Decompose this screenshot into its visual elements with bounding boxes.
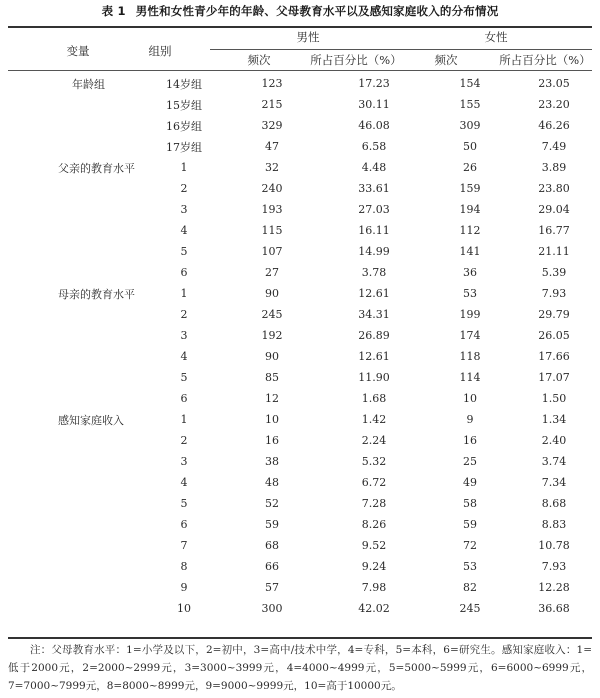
header-male-frequency: 频次 — [247, 53, 271, 67]
cell-female-frequency: 50 — [463, 140, 477, 153]
cell-female-percent: 10.78 — [538, 539, 570, 552]
cell-variable — [8, 199, 148, 220]
table-row — [8, 367, 592, 388]
cell-female-percent: 17.66 — [538, 350, 570, 363]
cell-variable — [8, 241, 148, 262]
cell-female-percent: 7.93 — [541, 560, 567, 573]
cell-group: 2 — [180, 182, 188, 195]
cell-female-frequency: 199 — [459, 308, 481, 321]
table-row — [8, 94, 592, 115]
cell-male-frequency: 48 — [265, 476, 279, 489]
cell-male-percent: 12.61 — [358, 287, 390, 300]
cell-group: 1 — [180, 413, 188, 426]
cell-male-frequency: 193 — [261, 203, 283, 216]
table-row — [8, 493, 592, 514]
cell-male-frequency: 57 — [265, 581, 279, 594]
cell-male-percent: 16.11 — [358, 224, 390, 237]
table-row — [8, 598, 592, 619]
cell-group: 4 — [180, 224, 188, 237]
cell-female-percent: 36.68 — [538, 602, 570, 615]
header-variable: 变量 — [66, 44, 90, 58]
cell-male-frequency: 123 — [261, 77, 283, 90]
cell-variable — [8, 115, 148, 136]
cell-female-percent: 3.89 — [541, 161, 567, 174]
cell-male-frequency: 192 — [261, 329, 283, 342]
cell-variable: 感知家庭收入 — [58, 413, 124, 427]
cell-variable — [8, 178, 148, 199]
cell-female-frequency: 118 — [459, 350, 481, 363]
cell-group: 5 — [180, 371, 188, 384]
table-row — [8, 577, 592, 598]
table-row — [8, 241, 592, 262]
table-row — [8, 178, 592, 199]
cell-female-percent: 8.68 — [541, 497, 567, 510]
cell-male-frequency: 10 — [265, 413, 279, 426]
cell-variable — [8, 388, 148, 409]
cell-variable: 父亲的教育水平 — [58, 161, 135, 175]
cell-male-percent: 17.23 — [358, 77, 390, 90]
cell-female-percent: 3.74 — [541, 455, 567, 468]
cell-male-frequency: 240 — [261, 182, 283, 195]
cell-female-percent: 7.49 — [541, 140, 567, 153]
cell-male-frequency: 38 — [265, 455, 279, 468]
cell-variable — [8, 94, 148, 115]
cell-group: 2 — [180, 308, 188, 321]
cell-male-frequency: 300 — [261, 602, 283, 615]
bottom-rule — [8, 637, 592, 639]
cell-female-percent: 29.79 — [538, 308, 570, 321]
cell-female-frequency: 114 — [459, 371, 481, 384]
table-number: 表 1 — [101, 4, 126, 18]
header-female-frequency: 频次 — [434, 53, 458, 67]
cell-group: 6 — [180, 266, 188, 279]
cell-female-frequency: 53 — [463, 560, 477, 573]
cell-female-percent: 2.40 — [541, 434, 567, 447]
cell-group: 3 — [180, 455, 188, 468]
cell-male-percent: 6.72 — [361, 476, 387, 489]
cell-variable — [8, 535, 148, 556]
cell-male-frequency: 68 — [265, 539, 279, 552]
cell-variable — [8, 451, 148, 472]
cell-female-frequency: 174 — [459, 329, 481, 342]
cell-male-frequency: 66 — [265, 560, 279, 573]
cell-male-frequency: 215 — [261, 98, 283, 111]
cell-male-percent: 27.03 — [358, 203, 390, 216]
cell-male-percent: 34.31 — [358, 308, 390, 321]
table-row — [8, 199, 592, 220]
cell-female-percent: 16.77 — [538, 224, 570, 237]
cell-female-frequency: 9 — [466, 413, 474, 426]
cell-female-frequency: 49 — [463, 476, 477, 489]
header-bottom-rule — [8, 70, 592, 71]
table-caption — [0, 3, 600, 19]
cell-variable — [8, 367, 148, 388]
cell-variable — [8, 556, 148, 577]
cell-female-frequency: 26 — [463, 161, 477, 174]
cell-female-percent: 17.07 — [538, 371, 570, 384]
cell-female-percent: 21.11 — [538, 245, 570, 258]
cell-male-percent: 14.99 — [358, 245, 390, 258]
cell-female-frequency: 141 — [459, 245, 481, 258]
table-row — [8, 115, 592, 136]
cell-female-frequency: 72 — [463, 539, 477, 552]
table-title: 男性和女性青少年的年龄、父母教育水平以及感知家庭收入的分布情况 — [135, 4, 499, 18]
cell-group: 4 — [180, 476, 188, 489]
cell-female-frequency: 16 — [463, 434, 477, 447]
cell-female-percent: 26.05 — [538, 329, 570, 342]
table-row — [8, 472, 592, 493]
cell-variable — [8, 598, 148, 619]
cell-male-frequency: 16 — [265, 434, 279, 447]
header-group-rule — [210, 49, 592, 50]
cell-group: 9 — [180, 581, 188, 594]
cell-variable — [8, 472, 148, 493]
cell-male-percent: 4.48 — [361, 161, 387, 174]
cell-variable — [8, 430, 148, 451]
cell-male-percent: 2.24 — [361, 434, 387, 447]
cell-female-percent: 5.39 — [541, 266, 567, 279]
cell-female-frequency: 59 — [463, 518, 477, 531]
cell-group: 3 — [180, 203, 188, 216]
table-row — [8, 220, 592, 241]
cell-female-frequency: 155 — [459, 98, 481, 111]
header-female: 女性 — [484, 30, 508, 44]
table-row — [8, 325, 592, 346]
cell-female-frequency: 245 — [459, 602, 481, 615]
cell-male-percent: 7.98 — [361, 581, 387, 594]
cell-group: 6 — [180, 392, 188, 405]
cell-male-percent: 3.78 — [361, 266, 387, 279]
header-group: 组别 — [148, 44, 172, 58]
cell-female-percent: 29.04 — [538, 203, 570, 216]
cell-male-frequency: 47 — [265, 140, 279, 153]
table-note: 注：父母教育水平：1=小学及以下，2=初中，3=高中/技术中学，4=专科，5=本科，6=研究生。感知家庭收入：1=低于2000元，2=2000~2999元，3=3000~3999元，4=4000~4999元，5=5000~5999元，6=6000~6999元，7=7000~7999元，8=8000~8999元，9=9000~9999元，10=高于10000元。 — [8, 644, 592, 692]
cell-male-percent: 6.58 — [361, 140, 387, 153]
cell-male-frequency: 27 — [265, 266, 279, 279]
cell-male-frequency: 32 — [265, 161, 279, 174]
table-row — [8, 346, 592, 367]
cell-variable — [8, 493, 148, 514]
cell-variable — [8, 514, 148, 535]
cell-group: 5 — [180, 245, 188, 258]
table-row — [8, 262, 592, 283]
cell-group: 10 — [177, 602, 191, 615]
cell-female-percent: 7.93 — [541, 287, 567, 300]
table-row — [8, 136, 592, 157]
cell-female-frequency: 309 — [459, 119, 481, 132]
cell-female-frequency: 159 — [459, 182, 481, 195]
cell-female-percent: 46.26 — [538, 119, 570, 132]
cell-male-frequency: 107 — [261, 245, 283, 258]
cell-female-percent: 1.34 — [541, 413, 567, 426]
cell-male-percent: 46.08 — [358, 119, 390, 132]
cell-male-frequency: 52 — [265, 497, 279, 510]
cell-male-percent: 1.42 — [361, 413, 387, 426]
cell-male-percent: 33.61 — [358, 182, 390, 195]
cell-female-frequency: 194 — [459, 203, 481, 216]
table-row — [8, 157, 592, 178]
cell-group: 7 — [180, 539, 188, 552]
cell-female-percent: 23.20 — [538, 98, 570, 111]
table-row — [8, 514, 592, 535]
cell-variable — [8, 262, 148, 283]
cell-female-frequency: 36 — [463, 266, 477, 279]
cell-variable — [8, 304, 148, 325]
cell-female-percent: 8.83 — [541, 518, 567, 531]
cell-male-percent: 5.32 — [361, 455, 387, 468]
cell-male-frequency: 329 — [261, 119, 283, 132]
cell-male-frequency: 85 — [265, 371, 279, 384]
cell-female-percent: 23.05 — [538, 77, 570, 90]
table-row — [8, 535, 592, 556]
cell-female-frequency: 82 — [463, 581, 477, 594]
table-row — [8, 283, 592, 304]
cell-group: 4 — [180, 350, 188, 363]
cell-group: 14岁组 — [166, 77, 202, 91]
cell-male-frequency: 245 — [261, 308, 283, 321]
distribution-table — [8, 73, 592, 619]
cell-male-percent: 1.68 — [361, 392, 387, 405]
header-male-percent: 所占百分比（%） — [310, 53, 402, 67]
cell-group: 2 — [180, 434, 188, 447]
cell-group: 15岁组 — [166, 98, 202, 112]
cell-female-percent: 23.80 — [538, 182, 570, 195]
cell-group: 17岁组 — [166, 140, 202, 154]
cell-female-percent: 7.34 — [541, 476, 567, 489]
cell-female-frequency: 112 — [459, 224, 481, 237]
cell-group: 8 — [180, 560, 188, 573]
cell-male-percent: 42.02 — [358, 602, 390, 615]
top-rule — [8, 26, 592, 28]
cell-male-percent: 26.89 — [358, 329, 390, 342]
cell-male-frequency: 12 — [265, 392, 279, 405]
cell-group: 16岁组 — [166, 119, 202, 133]
cell-variable — [8, 220, 148, 241]
cell-male-percent: 9.52 — [361, 539, 387, 552]
table-row — [8, 304, 592, 325]
cell-group: 1 — [180, 161, 188, 174]
cell-male-percent: 11.90 — [358, 371, 390, 384]
cell-variable: 年龄组 — [72, 77, 105, 91]
cell-male-frequency: 90 — [265, 350, 279, 363]
table-row — [8, 430, 592, 451]
cell-female-percent: 1.50 — [541, 392, 567, 405]
cell-variable — [8, 136, 148, 157]
table-row — [8, 73, 592, 94]
cell-group: 3 — [180, 329, 188, 342]
cell-male-percent: 8.26 — [361, 518, 387, 531]
cell-variable — [8, 346, 148, 367]
cell-female-frequency: 154 — [459, 77, 481, 90]
table-row — [8, 451, 592, 472]
cell-variable — [8, 325, 148, 346]
cell-male-frequency: 115 — [261, 224, 283, 237]
cell-female-frequency: 53 — [463, 287, 477, 300]
cell-male-percent: 7.28 — [361, 497, 387, 510]
header-male: 男性 — [296, 30, 320, 44]
table-row — [8, 556, 592, 577]
cell-female-frequency: 10 — [463, 392, 477, 405]
cell-group: 6 — [180, 518, 188, 531]
cell-variable — [8, 577, 148, 598]
cell-group: 1 — [180, 287, 188, 300]
cell-female-frequency: 25 — [463, 455, 477, 468]
cell-variable: 母亲的教育水平 — [58, 287, 135, 301]
cell-female-frequency: 58 — [463, 497, 477, 510]
cell-male-percent: 30.11 — [358, 98, 390, 111]
cell-male-percent: 9.24 — [361, 560, 387, 573]
cell-group: 5 — [180, 497, 188, 510]
table-row — [8, 409, 592, 430]
cell-male-frequency: 90 — [265, 287, 279, 300]
cell-female-percent: 12.28 — [538, 581, 570, 594]
cell-male-percent: 12.61 — [358, 350, 390, 363]
table-row — [8, 388, 592, 409]
header-female-percent: 所占百分比（%） — [499, 53, 591, 67]
cell-male-frequency: 59 — [265, 518, 279, 531]
